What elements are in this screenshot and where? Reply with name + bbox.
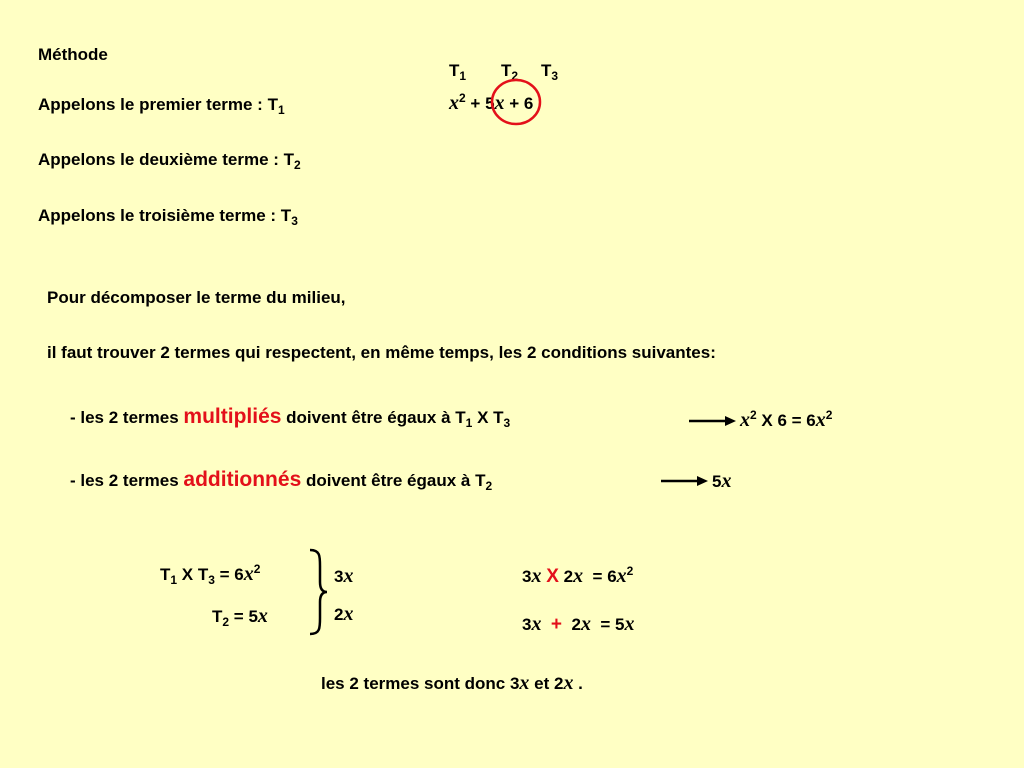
label-t3-sub: 3 — [551, 69, 559, 83]
arrow-right-icon-2 — [661, 474, 709, 488]
cond1-result-x2: x — [815, 409, 826, 431]
cond1-prefix: - les 2 termes — [70, 408, 184, 427]
definition-third-text: Appelons le troisième terme : T — [38, 206, 292, 225]
chk-p-sq: 2 — [626, 564, 634, 578]
chk-s-b: 2 — [571, 615, 581, 634]
label-t2-sub: 2 — [511, 69, 519, 83]
cond1-result-sq2: 2 — [825, 408, 833, 422]
label-t1-sub: 1 — [459, 69, 467, 83]
conclusion-end: . — [573, 674, 583, 693]
chk-s-eq: = 5 — [600, 615, 625, 634]
expr-plus-six: + 6 — [509, 94, 534, 113]
chk-s-x1: x — [531, 613, 542, 635]
definition-first-sub: 1 — [277, 103, 285, 117]
cond2-result-x: x — [721, 470, 732, 492]
sys-eq2-eq: = 5 — [229, 607, 258, 626]
sys-eq1-x: x — [243, 563, 254, 585]
cond1-result-x: x — [740, 409, 750, 431]
cond2-keyword: additionnés — [183, 468, 302, 491]
chk-p-op: X — [546, 566, 559, 587]
chk-p-x2: x — [573, 565, 584, 587]
cond2-sub: 2 — [485, 479, 493, 493]
sys-eq1-sq: 2 — [253, 562, 261, 576]
expr-x-middle: x — [494, 92, 505, 114]
chk-p-a: 3 — [522, 567, 532, 586]
sys-eq1-s1: 1 — [170, 573, 178, 587]
solution-term-2 — [334, 604, 353, 624]
system-eq-sum — [212, 605, 268, 629]
chk-p-eq: = 6 — [592, 567, 617, 586]
intro-line-2: il faut trouver 2 termes qui respectent, en même temps, les 2 conditions suivantes: — [47, 343, 716, 362]
sys-eq2-s2: 2 — [222, 615, 230, 629]
expr-plus-five: + 5 — [470, 94, 495, 113]
chk-s-a: 3 — [522, 615, 532, 634]
definition-second-text: Appelons le deuxième terme : T — [38, 150, 295, 169]
check-sum — [522, 614, 635, 634]
cond1-mid: X T — [472, 408, 504, 427]
cond1-keyword: multipliés — [183, 405, 282, 428]
intro-line-1: Pour décomposer le terme du milieu, — [47, 288, 346, 307]
definition-third-term — [38, 206, 298, 228]
sys-eq1-eq: = 6 — [214, 565, 244, 584]
definition-third-sub: 3 — [291, 214, 298, 228]
cond1-sub2: 3 — [503, 416, 511, 430]
conclusion-text: les 2 termes sont donc 3 — [321, 674, 520, 693]
cond1-result — [740, 410, 832, 430]
cond2-suffix: doivent être égaux à T — [301, 471, 486, 490]
cond1-sub1: 1 — [465, 416, 473, 430]
expr-x: x — [449, 92, 459, 114]
sys-eq1-t: T — [160, 565, 171, 584]
sol1-coef: 3 — [334, 567, 344, 586]
curly-brace-icon — [304, 548, 330, 636]
cond2-result-coef: 5 — [712, 472, 722, 491]
expr-square: 2 — [459, 91, 466, 105]
check-product — [522, 566, 633, 586]
system-eq-product — [160, 562, 261, 587]
conclusion-x1: x — [519, 672, 530, 694]
sol2-coef: 2 — [334, 605, 344, 624]
cond1-result-sq: 2 — [750, 408, 757, 422]
sol1-x: x — [343, 565, 354, 587]
cond1-result-mid: X 6 = 6 — [756, 411, 816, 430]
chk-s-x3: x — [624, 613, 635, 635]
sys-eq1-mid: X T — [177, 565, 209, 584]
sys-eq2-t: T — [212, 607, 223, 626]
cond2-result — [712, 471, 731, 491]
chk-p-x3: x — [616, 565, 627, 587]
sys-eq2-x: x — [257, 605, 268, 627]
label-t2-letter: T — [501, 61, 512, 80]
conclusion — [321, 673, 583, 693]
condition-added — [70, 468, 493, 493]
page-heading: Méthode — [38, 45, 108, 64]
conclusion-x2: x — [563, 672, 574, 694]
arrow-right-icon — [689, 414, 737, 428]
cond2-prefix: - les 2 termes — [70, 471, 184, 490]
middle-term-circle — [488, 77, 544, 127]
solution-term-1 — [334, 566, 353, 586]
definition-first-term — [38, 95, 285, 117]
definition-second-sub: 2 — [294, 158, 301, 172]
conclusion-mid: et 2 — [529, 674, 564, 693]
definition-first-text: Appelons le premier terme : T — [38, 95, 278, 114]
chk-s-op: + — [550, 614, 563, 635]
sys-eq1-s3: 3 — [208, 573, 215, 587]
chk-s-x2: x — [580, 613, 591, 635]
label-t1-letter: T — [449, 61, 460, 80]
cond1-suffix: doivent être égaux à T — [281, 408, 466, 427]
label-t3-letter: T — [541, 61, 552, 80]
definition-second-term — [38, 150, 301, 172]
chk-p-b: 2 — [563, 567, 574, 586]
label-t1 — [449, 61, 467, 83]
condition-multiplied — [70, 405, 511, 430]
sol2-x: x — [343, 603, 354, 625]
chk-p-x1: x — [531, 565, 542, 587]
